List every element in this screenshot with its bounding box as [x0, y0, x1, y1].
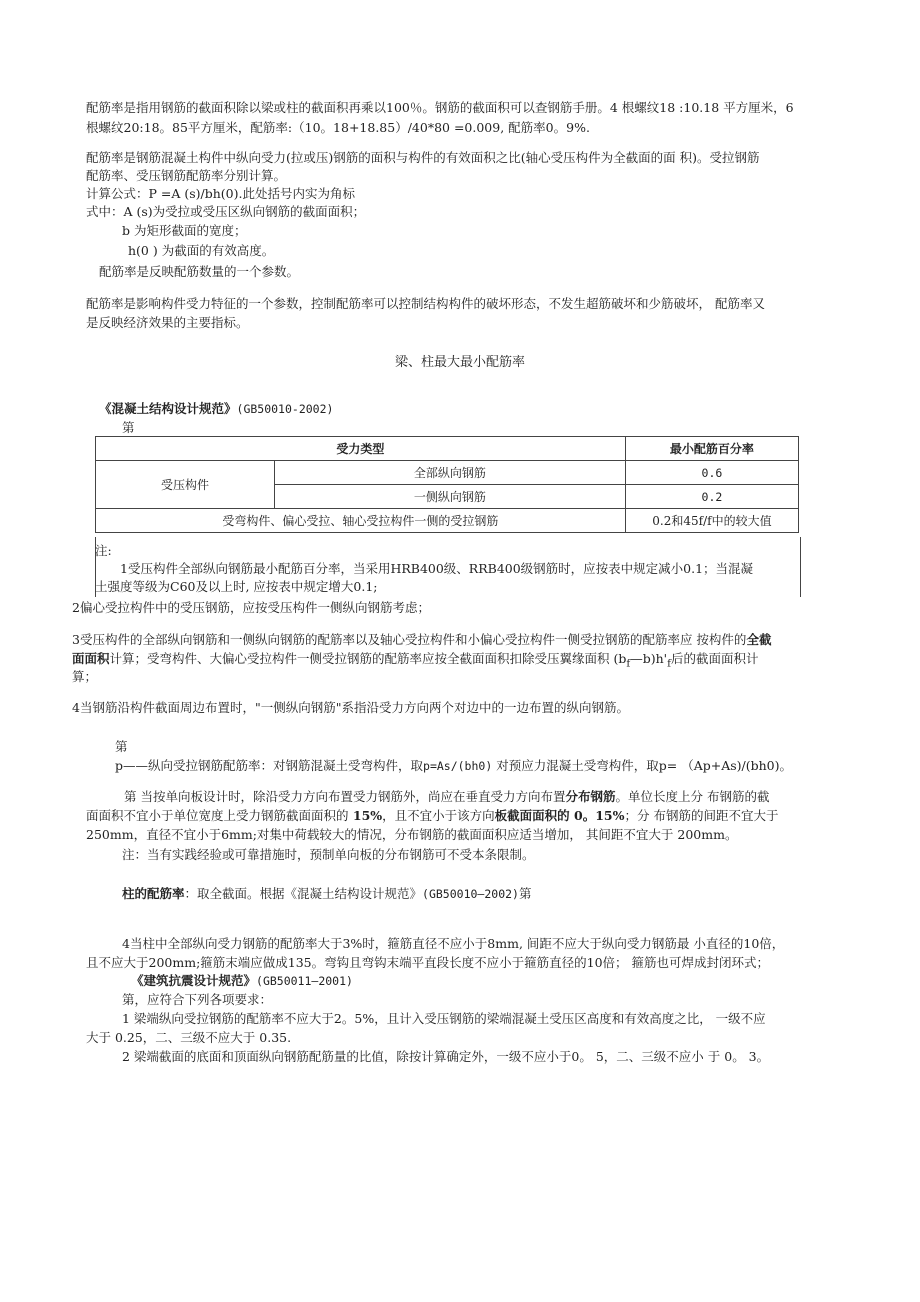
slab-line-1 — [124, 787, 769, 807]
slab-text-2a: 面面积不宜小于单位宽度上受力钢筋截面面积的 — [86, 808, 349, 823]
seismic-intro: 第，应符合下列各项要求： — [122, 992, 273, 1007]
clause-marker-1: 第 — [122, 420, 135, 435]
rho-definition — [115, 756, 792, 776]
code-reference-2 — [131, 971, 353, 991]
section-title: 梁、柱最大最小配筋率 — [394, 355, 525, 370]
formula-h0: h(0 ) 为截面的有效高度。 — [128, 243, 275, 258]
table-row — [96, 509, 799, 533]
para-4-line-1: 4当柱中全部纵向受力钢筋的配筋率大于3%时，箍筋直径不应小于8mm, 间距不应大于纵向受力钢筋最 小直径的10倍， — [122, 936, 785, 951]
seismic-item-1-line-2: 大于 0.25，二、三级不应大于 0.35. — [86, 1030, 292, 1045]
note-3-sub-f2: f — [667, 657, 671, 670]
row1-label: 全部纵向钢筋 — [275, 461, 626, 485]
header-type: 受力类型 — [96, 437, 626, 461]
code-2-number: (GB50011—2001) — [256, 974, 353, 988]
row2-label: 一侧纵向钢筋 — [275, 485, 626, 509]
row2-value: 0.2 — [625, 485, 798, 509]
seismic-item-2: 2 梁端截面的底面和顶面纵向钢筋配筋量的比值，除按计算确定外，一级不应小于0。 5，二、三级不应小 于 0。 3。 — [122, 1049, 770, 1064]
column-ratio-bold: 柱的配筋率 — [122, 886, 185, 901]
para-2-line-2: 配筋率、受压钢筋配筋率分别计算。 — [86, 168, 287, 183]
column-ratio — [122, 884, 531, 904]
para-3-line-1: 配筋率是影响构件受力特征的一个参数，控制配筋率可以控制结构构件的破坏形态，不发生超筋破坏和少筋破坏， 配筋率又 — [86, 296, 765, 311]
seismic-item-1-line-1: 1 梁端纵向受拉钢筋的配筋率不应大于2。5%，且计入受压钢筋的梁端混凝土受压区高度和有效高度之比， 一级不应 — [122, 1011, 766, 1026]
formula-b: b 为矩形截面的宽度； — [122, 223, 247, 238]
slab-bold-area: 板截面面积的 0。15% — [494, 808, 625, 823]
formula-where: 式中：A (s)为受拉或受压区纵向钢筋的截面面积； — [86, 204, 366, 219]
column-ratio-text: ：取全截面。根据《混凝土结构设计规范》 — [184, 886, 423, 901]
notes-label: 注: — [95, 543, 112, 558]
note-1-line-1: 1受压构件全部纵向钢筋最小配筋百分率，当采用HRB400级、RRB400级钢筋时，应按表中规定减小0.1；当混凝 — [120, 561, 754, 576]
min-reinforcement-table — [95, 436, 799, 533]
code-1-number: (GB50010-2002) — [236, 402, 334, 416]
code-reference-1 — [99, 399, 333, 419]
formula-line: 计算公式：P =A (s)/bh(0).此处括号内实为角标 — [86, 186, 355, 201]
note-3-text-d: 后的截面面积计 — [670, 651, 759, 666]
note-3-text-a: 3受压构件的全部纵向钢筋和一侧纵向钢筋的配筋率以及轴心受拉构件和小偏心受拉构件一侧受拉钢筋的配筋率应 按构件的 — [72, 632, 747, 647]
note-3-text-c: —b)h' — [630, 651, 668, 666]
header-min-ratio: 最小配筋百分率 — [625, 437, 798, 461]
note-3-line-1 — [72, 630, 771, 650]
note-3-line-2 — [72, 649, 758, 674]
slab-text-2e: ；分 布钢筋的间距不宜大于 — [624, 808, 779, 823]
table-header-row — [96, 437, 799, 461]
slab-text-a: 第 当按单向板设计时，除沿受力方向布置受力钢筋外，尚应在垂直受力方向布置 — [124, 789, 566, 804]
column-clause: 第 — [518, 886, 532, 901]
para-3-line-2: 是反映经济效果的主要指标。 — [86, 315, 249, 330]
rho-formula: p=As/(bh0) — [423, 759, 493, 773]
slab-bold-distribution: 分布钢筋 — [565, 789, 616, 804]
slab-line-2 — [86, 806, 778, 826]
slab-text-2c: ，且不宜小于该方向 — [382, 808, 495, 823]
slab-note: 注：当有实践经验或可靠措施时，预制单向板的分布钢筋可不受本条限制。 — [122, 847, 535, 862]
slab-line-3: 250mm，直径不宜小于6mm;对集中荷载较大的情况，分布钢筋的截面面积应适当增加， 其间距不宜大于 200mm。 — [86, 827, 738, 842]
note-2: 2偏心受拉构件中的受压钢筋，应按受压构件一侧纵向钢筋考虑； — [72, 600, 430, 615]
para-1-line-2: 根螺纹20:18。85平方厘米，配筋率:（10。18+18.85）/40*80 =0.009, 配筋率0。9%. — [86, 120, 590, 135]
row3-label: 受弯构件、偏心受拉、轴心受拉构件一侧的受拉钢筋 — [96, 509, 626, 533]
note-3-sub-f: f — [626, 657, 631, 670]
rho-text-c: 对预应力混凝土受弯构件，取p= （Ap+As)/(bh0)。 — [492, 758, 792, 773]
note-1-line-2: 土强度等级为C60及以上时, 应按表中规定增大0.1; — [95, 579, 378, 594]
row-group-compression: 受压构件 — [96, 461, 275, 509]
note-3-line-3: 算； — [72, 669, 98, 684]
rho-text-a: p——纵向受拉钢筋配筋率：对钢筋混凝土受弯构件，取 — [115, 758, 424, 773]
clause-marker-2: 第 — [115, 739, 128, 754]
note-4: 4当钢筋沿构件截面周边布置时，"一侧纵向钢筋"系指沿受力方向两个对边中的一边布置的纵向钢筋。 — [72, 700, 629, 715]
table-row — [96, 461, 799, 485]
row3-value: 0.2和45f/f中的较大值 — [625, 509, 798, 533]
para-2-summary: 配筋率是反映配筋数量的一个参数。 — [99, 264, 300, 279]
column-code: (GB50010—2002) — [422, 887, 519, 901]
note-3-text-b: 计算；受弯构件、大偏心受拉构件一侧受拉钢筋的配筋率应按全截面面积扣除受压翼缘面积 (b — [109, 651, 627, 666]
note-3-bold-a: 全截 — [746, 632, 772, 647]
slab-bold-15: 15% — [348, 808, 383, 823]
slab-text-c: 。单位长度上分 布钢筋的截 — [615, 789, 770, 804]
note-3-bold-b: 面面积 — [72, 651, 110, 666]
para-1-line-1: 配筋率是指用钢筋的截面积除以梁或柱的截面积再乘以100％。钢筋的截面积可以查钢筋手册。4 根螺纹18 :10.18 平方厘米，6 — [86, 100, 794, 115]
code-2-title: 《建筑抗震设计规范》 — [131, 973, 257, 988]
code-1-title: 《混凝土结构设计规范》 — [99, 401, 237, 416]
row1-value: 0.6 — [625, 461, 798, 485]
para-2-line-1: 配筋率是钢筋混凝土构件中纵向受力(拉或压)钢筋的面积与构件的有效面积之比(轴心受压构件为全截面的面 积)。受拉钢筋 — [86, 150, 760, 165]
para-4-line-2: 且不应大于200mm;箍筋末端应做成135。弯钩且弯钩末端平直段长度不应小于箍筋直径的10倍； 箍筋也可焊成封闭环式； — [86, 955, 770, 970]
